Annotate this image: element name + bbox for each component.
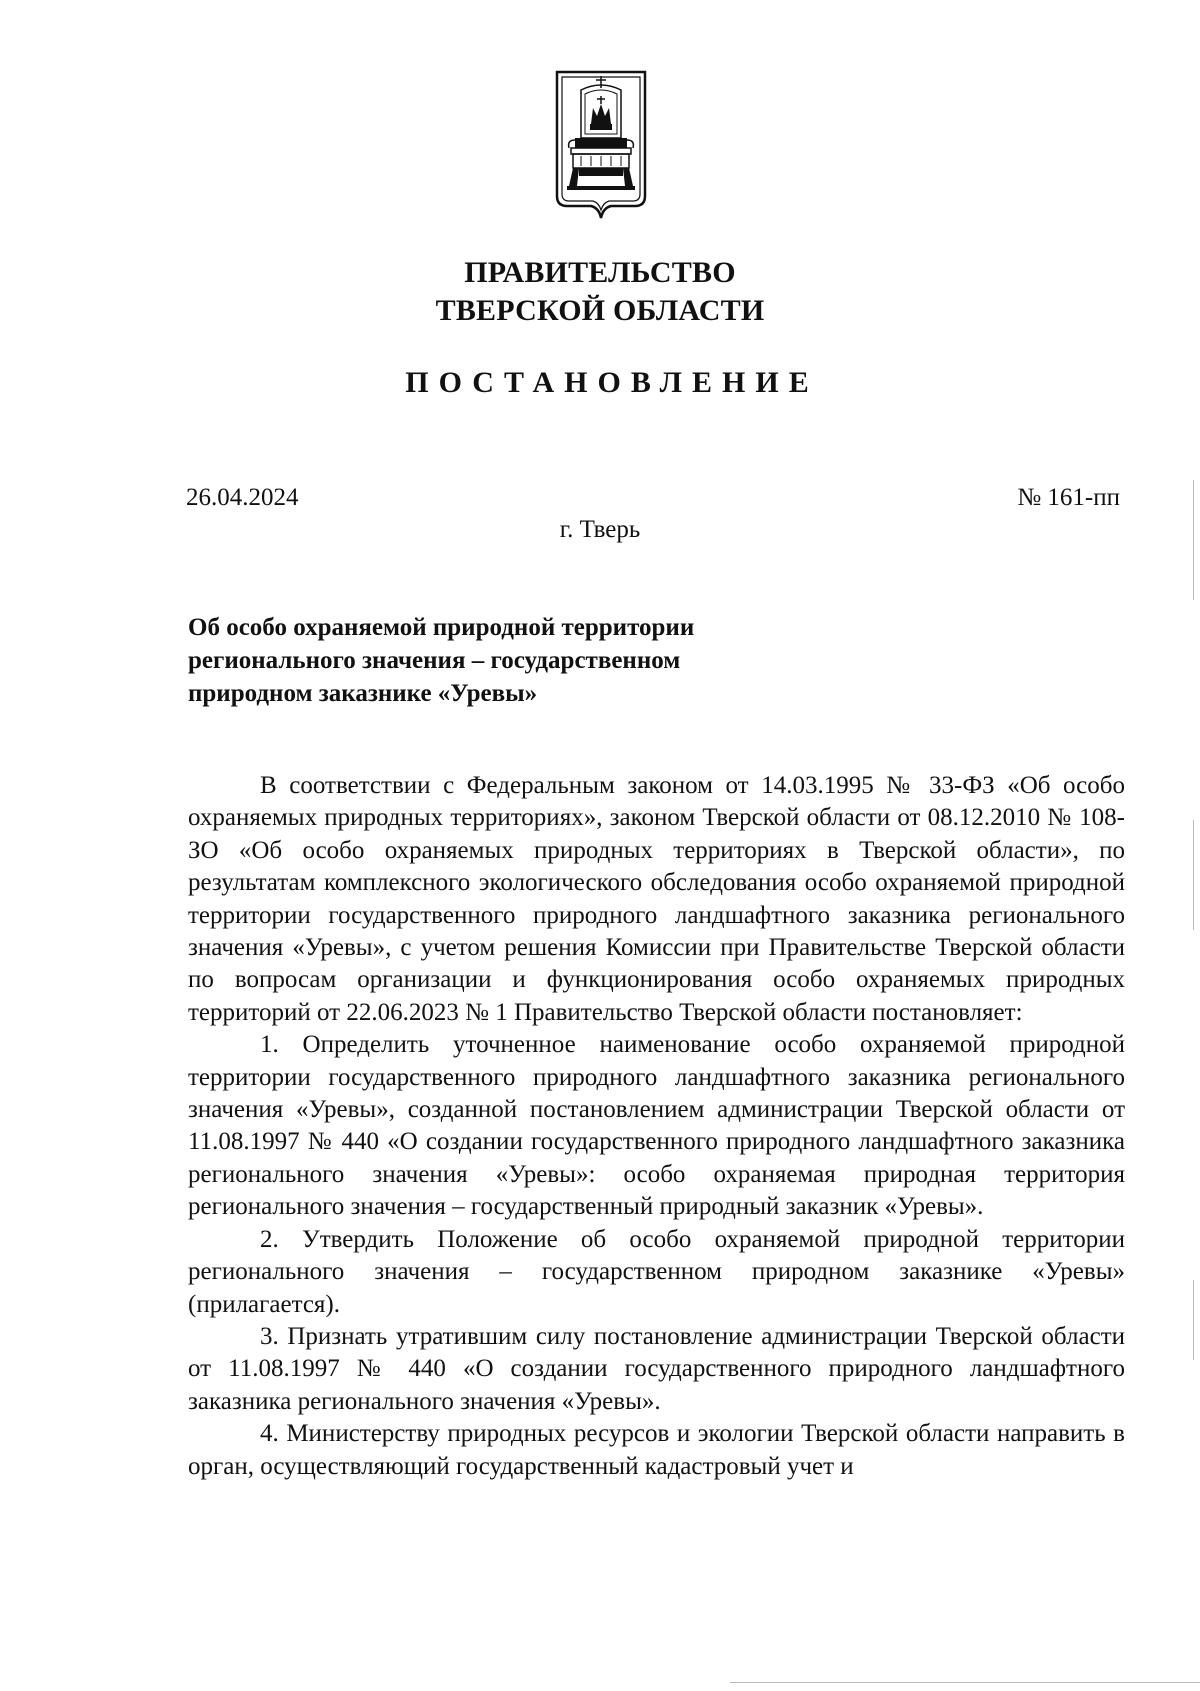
scan-edge-mark (1193, 1280, 1194, 1360)
body-item-3: 3. Признать утратившим силу постановление администрации Тверской области от 11.08.1997 № 440 «О создании государственного природного ландшафтного заказника регионального значения «Уревы». (188, 1322, 1125, 1415)
body-item-1: 1. Определить уточненное наименование особо охраняемой природной территории государственного природного ландшафтного заказника регионального значения «Уревы», созданной постановлением администрации Тверской области от 11.08.1997 № 440 «О создании государственного природного ландшафтного заказника регионального значения «Уревы»: особо охраняемая природная территория регионального значения – государственный природный заказник «Уревы». (188, 1031, 1125, 1221)
government-title-line1: ПРАВИТЕЛЬСТВО (464, 256, 736, 289)
government-title-line2: ТВЕРСКОЙ ОБЛАСТИ (435, 294, 765, 327)
document-type-heading: ПОСТАНОВЛЕНИЕ (405, 366, 819, 399)
government-title (0, 254, 1200, 330)
coat-of-arms-icon (551, 68, 651, 224)
subject-line3: природном заказнике «Уревы» (188, 680, 538, 707)
subject-line2: регионального значения – государственном (188, 647, 681, 674)
document-city: г. Тверь (559, 516, 641, 543)
scan-edge-mark (1193, 820, 1194, 930)
document-subject (188, 611, 808, 710)
body-item-2: 2. Утвердить Положение об особо охраняемой природной территории регионального значения – государственном природном заказнике «Уревы» (прилагается). (188, 1225, 1125, 1318)
scan-edge-mark (730, 1682, 1200, 1683)
document-number: № 161-пп (1017, 484, 1120, 511)
body-preamble: В соответствии с Федеральным законом от 14.03.1995 № 33-ФЗ «Об особо охраняемых природных территориях», законом Тверской области от 08.12.2010 № 108-ЗО «Об особо охраняемых природных территориях в Тверской области», по результатам комплексного экологического обследования особо охраняемой природной территории государственного природного ландшафтного заказника регионального значения «Уревы», с учетом решения Комиссии при Правительстве Тверской области по вопросам организации и функционирования особо охраняемых природных территорий от 22.06.2023 № 1 Правительство Тверской области постановляет: (188, 772, 1125, 1026)
scan-edge-mark (1193, 480, 1194, 600)
body-item-4: 4. Министерству природных ресурсов и экологии Тверской области направить в орган, осуществляющий государственный кадастровый учет и (188, 1420, 1125, 1480)
document-date: 26.04.2024 (186, 484, 299, 511)
document-body (188, 770, 1125, 1483)
subject-line1: Об особо охраняемой природной территории (188, 614, 695, 641)
